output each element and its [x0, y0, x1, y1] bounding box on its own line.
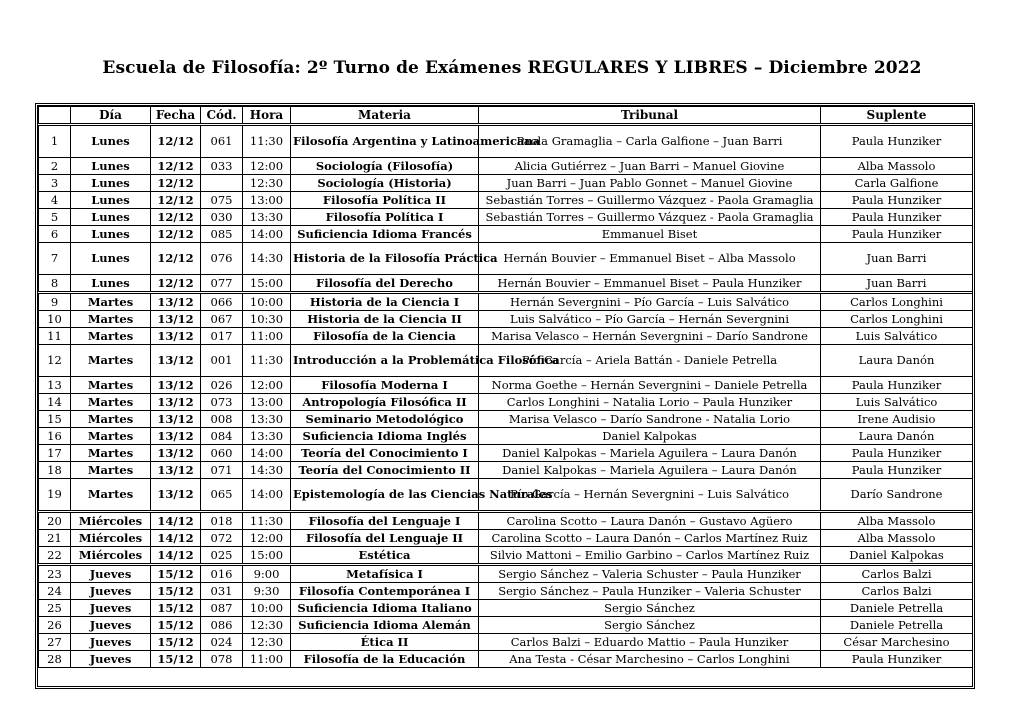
time-cell: 12:00: [243, 158, 291, 175]
code-cell: 085: [201, 226, 243, 243]
time-cell: 11:30: [243, 125, 291, 158]
substitute-cell: Paula Hunziker: [821, 377, 973, 394]
tribunal-cell: Sergio Sánchez – Valeria Schuster – Paula Hunziker: [479, 565, 821, 583]
code-cell: 026: [201, 377, 243, 394]
date-cell: 12/12: [151, 125, 201, 158]
header-subject: Materia: [291, 107, 479, 125]
time-cell: 11:00: [243, 651, 291, 668]
tribunal-cell: Carolina Scotto – Laura Danón – Gustavo Agüero: [479, 512, 821, 530]
table-row: [39, 617, 973, 634]
date-cell: 15/12: [151, 617, 201, 634]
table-row: [39, 394, 973, 411]
table-row: [39, 445, 973, 462]
time-cell: 12:30: [243, 634, 291, 651]
code-cell: 008: [201, 411, 243, 428]
day-cell: Martes: [71, 377, 151, 394]
header-day: Día: [71, 107, 151, 125]
table-row: [39, 530, 973, 547]
time-cell: 14:00: [243, 226, 291, 243]
day-cell: Martes: [71, 328, 151, 345]
code-cell: 017: [201, 328, 243, 345]
date-cell: 12/12: [151, 243, 201, 275]
substitute-cell: Paula Hunziker: [821, 462, 973, 479]
code-cell: 077: [201, 275, 243, 293]
row-number-cell: 20: [39, 512, 71, 530]
date-cell: 13/12: [151, 428, 201, 445]
day-cell: Jueves: [71, 651, 151, 668]
row-number-cell: 21: [39, 530, 71, 547]
page-title: Escuela de Filosofía: 2º Turno de Exámenes REGULARES Y LIBRES – Diciembre 2022: [102, 58, 922, 78]
date-cell: 15/12: [151, 600, 201, 617]
row-number-cell: 5: [39, 209, 71, 226]
date-cell: 15/12: [151, 634, 201, 651]
row-number-cell: 22: [39, 547, 71, 565]
date-cell: 14/12: [151, 547, 201, 565]
subject-cell: Seminario Metodológico: [291, 411, 479, 428]
tribunal-cell: Pío García – Hernán Severgnini – Luis Salvático: [479, 479, 821, 512]
subject-cell: Filosofía de la Educación: [291, 651, 479, 668]
tribunal-cell: Daniel Kalpokas – Mariela Aguilera – Laura Danón: [479, 462, 821, 479]
table-row: [39, 634, 973, 651]
substitute-cell: Alba Massolo: [821, 158, 973, 175]
table-row: [39, 209, 973, 226]
exam-schedule-table: [38, 106, 973, 668]
code-cell: 067: [201, 311, 243, 328]
day-cell: Martes: [71, 411, 151, 428]
time-cell: 14:00: [243, 479, 291, 512]
day-cell: Jueves: [71, 600, 151, 617]
code-cell: 025: [201, 547, 243, 565]
code-cell: 065: [201, 479, 243, 512]
date-cell: 13/12: [151, 411, 201, 428]
tribunal-cell: Paola Gramaglia – Carla Galfione – Juan Barri: [479, 125, 821, 158]
day-cell: Martes: [71, 293, 151, 311]
substitute-cell: Juan Barri: [821, 243, 973, 275]
day-cell: Miércoles: [71, 512, 151, 530]
date-cell: 12/12: [151, 175, 201, 192]
code-cell: 030: [201, 209, 243, 226]
tribunal-cell: Marisa Velasco – Hernán Severgnini – Darío Sandrone: [479, 328, 821, 345]
substitute-cell: Carlos Longhini: [821, 293, 973, 311]
table-row: [39, 311, 973, 328]
tribunal-cell: Sebastián Torres – Guillermo Vázquez - Paola Gramaglia: [479, 192, 821, 209]
row-number-cell: 25: [39, 600, 71, 617]
code-cell: 073: [201, 394, 243, 411]
date-cell: 12/12: [151, 209, 201, 226]
date-cell: 13/12: [151, 345, 201, 377]
table-row: [39, 226, 973, 243]
time-cell: 9:00: [243, 565, 291, 583]
row-number-cell: 2: [39, 158, 71, 175]
substitute-cell: Carlos Balzi: [821, 583, 973, 600]
date-cell: 12/12: [151, 192, 201, 209]
day-cell: Lunes: [71, 243, 151, 275]
day-cell: Jueves: [71, 565, 151, 583]
subject-cell: Epistemología de las Ciencias Naturales: [291, 479, 479, 512]
date-cell: 13/12: [151, 293, 201, 311]
subject-cell: Suficiencia Idioma Francés: [291, 226, 479, 243]
substitute-cell: Laura Danón: [821, 428, 973, 445]
tribunal-cell: Hernán Severgnini – Pío García – Luis Salvático: [479, 293, 821, 311]
day-cell: Martes: [71, 445, 151, 462]
substitute-cell: Daniel Kalpokas: [821, 547, 973, 565]
code-cell: 076: [201, 243, 243, 275]
day-cell: Lunes: [71, 192, 151, 209]
row-number-cell: 27: [39, 634, 71, 651]
subject-cell: Historia de la Filosofía Práctica: [291, 243, 479, 275]
row-number-cell: 4: [39, 192, 71, 209]
time-cell: 15:00: [243, 547, 291, 565]
row-number-cell: 15: [39, 411, 71, 428]
day-cell: Martes: [71, 311, 151, 328]
substitute-cell: Luis Salvático: [821, 328, 973, 345]
table-row: [39, 462, 973, 479]
substitute-cell: Laura Danón: [821, 345, 973, 377]
time-cell: 13:30: [243, 428, 291, 445]
subject-cell: Historia de la Ciencia I: [291, 293, 479, 311]
subject-cell: Filosofía Argentina y Latinoamericana: [291, 125, 479, 158]
date-cell: 13/12: [151, 462, 201, 479]
header-time: Hora: [243, 107, 291, 125]
tribunal-cell: Daniel Kalpokas: [479, 428, 821, 445]
subject-cell: Suficiencia Idioma Italiano: [291, 600, 479, 617]
tribunal-cell: Norma Goethe – Hernán Severgnini – Daniele Petrella: [479, 377, 821, 394]
substitute-cell: Carlos Balzi: [821, 565, 973, 583]
row-number-cell: 12: [39, 345, 71, 377]
code-cell: 066: [201, 293, 243, 311]
substitute-cell: Alba Massolo: [821, 530, 973, 547]
table-row: [39, 411, 973, 428]
date-cell: 14/12: [151, 530, 201, 547]
row-number-cell: 23: [39, 565, 71, 583]
table-row: [39, 243, 973, 275]
subject-cell: Estética: [291, 547, 479, 565]
row-number-cell: 17: [39, 445, 71, 462]
time-cell: 14:00: [243, 445, 291, 462]
row-number-cell: 18: [39, 462, 71, 479]
code-cell: 061: [201, 125, 243, 158]
time-cell: 13:30: [243, 411, 291, 428]
subject-cell: Antropología Filosófica II: [291, 394, 479, 411]
date-cell: 13/12: [151, 311, 201, 328]
tribunal-cell: Alicia Gutiérrez – Juan Barri – Manuel Giovine: [479, 158, 821, 175]
row-number-cell: 13: [39, 377, 71, 394]
day-cell: Martes: [71, 462, 151, 479]
subject-cell: Teoría del Conocimiento I: [291, 445, 479, 462]
substitute-cell: Paula Hunziker: [821, 226, 973, 243]
substitute-cell: Alba Massolo: [821, 512, 973, 530]
row-number-cell: 24: [39, 583, 71, 600]
day-cell: Lunes: [71, 226, 151, 243]
row-number-cell: 10: [39, 311, 71, 328]
substitute-cell: Paula Hunziker: [821, 445, 973, 462]
table-row: [39, 377, 973, 394]
day-cell: Lunes: [71, 175, 151, 192]
time-cell: 10:00: [243, 293, 291, 311]
row-number-cell: 7: [39, 243, 71, 275]
time-cell: 13:00: [243, 192, 291, 209]
header-code: Cód.: [201, 107, 243, 125]
table-row: [39, 275, 973, 293]
code-cell: 071: [201, 462, 243, 479]
table-row: [39, 175, 973, 192]
subject-cell: Teoría del Conocimiento II: [291, 462, 479, 479]
row-number-cell: 19: [39, 479, 71, 512]
date-cell: 12/12: [151, 275, 201, 293]
header-tribunal: Tribunal: [479, 107, 821, 125]
time-cell: 12:30: [243, 175, 291, 192]
substitute-cell: Paula Hunziker: [821, 192, 973, 209]
tribunal-cell: Sergio Sánchez: [479, 600, 821, 617]
time-cell: 11:30: [243, 512, 291, 530]
day-cell: Lunes: [71, 158, 151, 175]
row-number-cell: 9: [39, 293, 71, 311]
code-cell: 084: [201, 428, 243, 445]
tribunal-cell: Carolina Scotto – Laura Danón – Carlos Martínez Ruiz: [479, 530, 821, 547]
day-cell: Lunes: [71, 209, 151, 226]
tribunal-cell: Hernán Bouvier – Emmanuel Biset – Paula Hunziker: [479, 275, 821, 293]
date-cell: 15/12: [151, 651, 201, 668]
time-cell: 12:00: [243, 530, 291, 547]
header-row: [39, 107, 973, 125]
table-row: [39, 565, 973, 583]
day-cell: Martes: [71, 394, 151, 411]
day-cell: Martes: [71, 428, 151, 445]
substitute-cell: Luis Salvático: [821, 394, 973, 411]
code-cell: 001: [201, 345, 243, 377]
code-cell: 033: [201, 158, 243, 175]
subject-cell: Filosofía Política I: [291, 209, 479, 226]
subject-cell: Filosofía Política II: [291, 192, 479, 209]
day-cell: Jueves: [71, 617, 151, 634]
code-cell: 087: [201, 600, 243, 617]
table-row: [39, 345, 973, 377]
date-cell: 13/12: [151, 394, 201, 411]
table-row: [39, 600, 973, 617]
time-cell: 15:00: [243, 275, 291, 293]
table-row: [39, 192, 973, 209]
row-number-cell: 14: [39, 394, 71, 411]
time-cell: 12:00: [243, 377, 291, 394]
time-cell: 10:00: [243, 600, 291, 617]
tribunal-cell: Emmanuel Biset: [479, 226, 821, 243]
row-number-cell: 3: [39, 175, 71, 192]
day-cell: Lunes: [71, 125, 151, 158]
subject-cell: Metafísica I: [291, 565, 479, 583]
subject-cell: Filosofía del Derecho: [291, 275, 479, 293]
tribunal-cell: Carlos Balzi – Eduardo Mattio – Paula Hunziker: [479, 634, 821, 651]
tribunal-cell: Silvio Mattoni – Emilio Garbino – Carlos Martínez Ruiz: [479, 547, 821, 565]
row-number-cell: 28: [39, 651, 71, 668]
schedule-body: [39, 125, 973, 668]
tribunal-cell: Sergio Sánchez: [479, 617, 821, 634]
day-cell: Miércoles: [71, 547, 151, 565]
subject-cell: Sociología (Historia): [291, 175, 479, 192]
subject-cell: Suficiencia Idioma Alemán: [291, 617, 479, 634]
time-cell: 11:30: [243, 345, 291, 377]
row-number-cell: 1: [39, 125, 71, 158]
substitute-cell: Juan Barri: [821, 275, 973, 293]
time-cell: 14:30: [243, 462, 291, 479]
row-number-cell: 16: [39, 428, 71, 445]
tribunal-cell: Ana Testa - César Marchesino – Carlos Longhini: [479, 651, 821, 668]
row-number-cell: 11: [39, 328, 71, 345]
subject-cell: Sociología (Filosofía): [291, 158, 479, 175]
substitute-cell: Paula Hunziker: [821, 209, 973, 226]
subject-cell: Introducción a la Problemática Filosófica: [291, 345, 479, 377]
subject-cell: Filosofía Contemporánea I: [291, 583, 479, 600]
subject-cell: Filosofía de la Ciencia: [291, 328, 479, 345]
code-cell: 086: [201, 617, 243, 634]
day-cell: Jueves: [71, 634, 151, 651]
substitute-cell: Daniele Petrella: [821, 617, 973, 634]
date-cell: 13/12: [151, 377, 201, 394]
code-cell: 031: [201, 583, 243, 600]
time-cell: 11:00: [243, 328, 291, 345]
day-cell: Jueves: [71, 583, 151, 600]
day-cell: Martes: [71, 345, 151, 377]
table-row: [39, 293, 973, 311]
tribunal-cell: Sergio Sánchez – Paula Hunziker – Valeria Schuster: [479, 583, 821, 600]
tribunal-cell: Carlos Longhini – Natalia Lorio – Paula Hunziker: [479, 394, 821, 411]
substitute-cell: Paula Hunziker: [821, 125, 973, 158]
code-cell: 016: [201, 565, 243, 583]
header-date: Fecha: [151, 107, 201, 125]
time-cell: 13:00: [243, 394, 291, 411]
time-cell: 13:30: [243, 209, 291, 226]
table-row: [39, 158, 973, 175]
substitute-cell: Irene Audisio: [821, 411, 973, 428]
substitute-cell: Paula Hunziker: [821, 651, 973, 668]
date-cell: 13/12: [151, 445, 201, 462]
substitute-cell: Carla Galfione: [821, 175, 973, 192]
time-cell: 14:30: [243, 243, 291, 275]
day-cell: Lunes: [71, 275, 151, 293]
code-cell: [201, 175, 243, 192]
subject-cell: Historia de la Ciencia II: [291, 311, 479, 328]
row-number-cell: 6: [39, 226, 71, 243]
table-row: [39, 125, 973, 158]
tribunal-cell: Daniel Kalpokas – Mariela Aguilera – Laura Danón: [479, 445, 821, 462]
subject-cell: Filosofía del Lenguaje II: [291, 530, 479, 547]
table-row: [39, 428, 973, 445]
table-row: [39, 512, 973, 530]
date-cell: 15/12: [151, 583, 201, 600]
row-number-cell: 8: [39, 275, 71, 293]
date-cell: 12/12: [151, 226, 201, 243]
table-row: [39, 328, 973, 345]
row-number-cell: 26: [39, 617, 71, 634]
day-cell: Martes: [71, 479, 151, 512]
tribunal-cell: Hernán Bouvier – Emmanuel Biset – Alba Massolo: [479, 243, 821, 275]
table-row: [39, 651, 973, 668]
table-row: [39, 547, 973, 565]
subject-cell: Filosofía Moderna I: [291, 377, 479, 394]
tribunal-cell: Luis Salvático – Pío García – Hernán Severgnini: [479, 311, 821, 328]
header-number: [39, 107, 71, 125]
substitute-cell: Carlos Longhini: [821, 311, 973, 328]
code-cell: 024: [201, 634, 243, 651]
subject-cell: Suficiencia Idioma Inglés: [291, 428, 479, 445]
date-cell: 13/12: [151, 479, 201, 512]
time-cell: 12:30: [243, 617, 291, 634]
code-cell: 078: [201, 651, 243, 668]
code-cell: 075: [201, 192, 243, 209]
header-substitute: Suplente: [821, 107, 973, 125]
date-cell: 14/12: [151, 512, 201, 530]
tribunal-cell: Sebastián Torres – Guillermo Vázquez - Paola Gramaglia: [479, 209, 821, 226]
date-cell: 13/12: [151, 328, 201, 345]
tribunal-cell: Pío García – Ariela Battán - Daniele Petrella: [479, 345, 821, 377]
substitute-cell: Darío Sandrone: [821, 479, 973, 512]
time-cell: 10:30: [243, 311, 291, 328]
substitute-cell: Daniele Petrella: [821, 600, 973, 617]
date-cell: 12/12: [151, 158, 201, 175]
substitute-cell: César Marchesino: [821, 634, 973, 651]
tribunal-cell: Juan Barri – Juan Pablo Gonnet – Manuel Giovine: [479, 175, 821, 192]
date-cell: 15/12: [151, 565, 201, 583]
code-cell: 060: [201, 445, 243, 462]
day-cell: Miércoles: [71, 530, 151, 547]
tribunal-cell: Marisa Velasco – Darío Sandrone - Natalia Lorio: [479, 411, 821, 428]
table-row: [39, 479, 973, 512]
table-row: [39, 583, 973, 600]
code-cell: 072: [201, 530, 243, 547]
code-cell: 018: [201, 512, 243, 530]
time-cell: 9:30: [243, 583, 291, 600]
subject-cell: Ética II: [291, 634, 479, 651]
subject-cell: Filosofía del Lenguaje I: [291, 512, 479, 530]
